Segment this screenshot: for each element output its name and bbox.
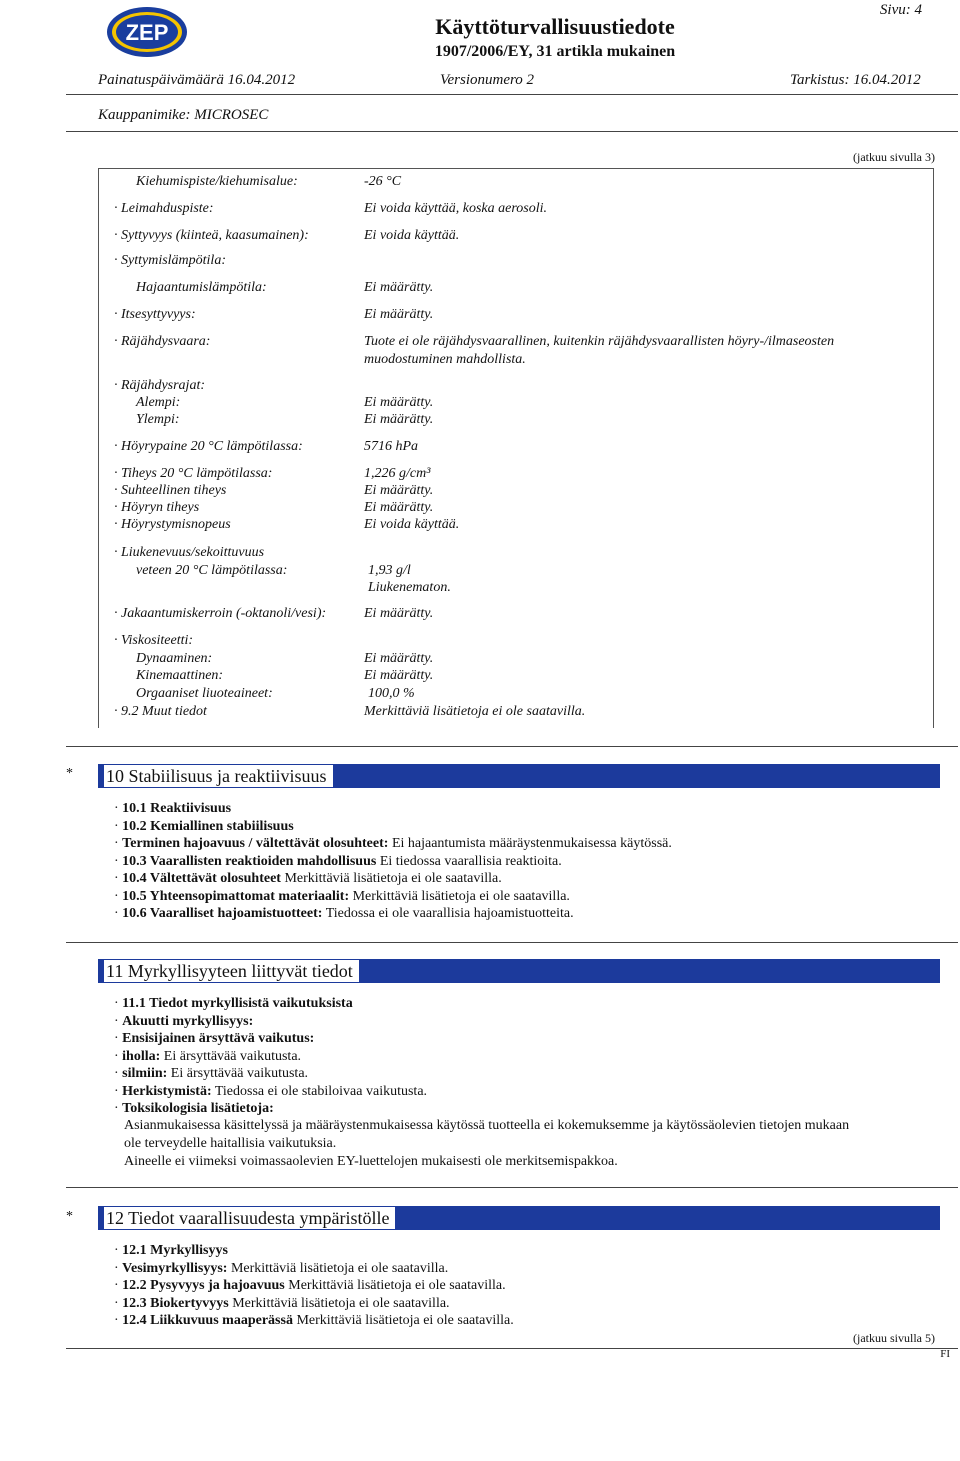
property-label: · Liukenevuus/sekoittuvuus (114, 545, 265, 560)
property-value: Ei voida käyttää, koska aerosoli. (364, 201, 547, 216)
property-value: Ei määrätty. (364, 483, 434, 498)
property-label: · Höyrystymisnopeus (114, 517, 231, 532)
property-value: Ei määrätty. (364, 307, 434, 322)
section-line (114, 801, 231, 817)
line-heading: 10.4 Vältettävät olosuhteet (122, 871, 281, 886)
property-value: Merkittäviä lisätietoja ei ole saatavilla. (364, 704, 586, 719)
toxicology-paragraph-2: Aineelle ei viimeksi voimassaolevien EY-luettelojen mukaisesti ole merkitsemispakkoa. (124, 1154, 618, 1169)
property-label: Orgaaniset liuoteaineet: (136, 686, 273, 701)
toxicology-paragraph-1: Asianmukaisessa käsittelyssä ja määräystenmukaisessa käytössä tuotteella ei kokemuksemme ja käytössäolevien tietojen mukaan (124, 1118, 850, 1133)
property-value: Ei määrätty. (364, 651, 434, 666)
section-line (114, 1031, 314, 1047)
line-heading: 12.1 Myrkyllisyys (122, 1243, 228, 1258)
property-label: · Suhteellinen tiheys (114, 483, 227, 498)
section-line (114, 1261, 448, 1277)
line-text: Merkittäviä lisätietoja ei ole saatavilla. (288, 1278, 506, 1293)
property-value: Ei voida käyttää. (364, 517, 460, 532)
property-label: · 9.2 Muut tiedot (114, 704, 207, 719)
header-divider (66, 94, 958, 95)
section-line (114, 1243, 228, 1259)
section-10-title: 10 Stabiilisuus ja reaktiivisuus (104, 765, 333, 787)
line-heading: Toksikologisia lisätietoja: (122, 1101, 274, 1116)
line-heading: 12.2 Pysyvyys ja hajoavuus (122, 1278, 285, 1293)
line-text: Ei hajaantumista määräystenmukaisessa käytössä. (391, 836, 672, 851)
section-line (114, 1049, 301, 1065)
line-heading: Ensisijainen ärsyttävä vaikutus: (122, 1031, 315, 1046)
property-value: 1,226 g/cm³ (364, 466, 431, 481)
section-line (114, 996, 353, 1012)
property-label: Hajaantumislämpötila: (136, 280, 267, 295)
property-label: veteen 20 °C lämpötilassa: (136, 563, 288, 578)
revision-date: Tarkistus: 16.04.2012 (790, 72, 921, 88)
section-line (114, 906, 574, 922)
property-value: Ei määrätty. (364, 606, 434, 621)
property-value: Ei määrätty. (364, 668, 434, 683)
line-heading: Terminen hajoavuus / vältettävät olosuhteet: (122, 836, 389, 851)
line-heading: 10.1 Reaktiivisuus (122, 801, 232, 816)
line-heading: Vesimyrkyllisyys: (122, 1260, 228, 1276)
property-value: 1,93 g/l (368, 563, 411, 578)
property-label: Alempi: (136, 395, 181, 410)
line-text: Merkittäviä lisätietoja ei ole saatavilla. (352, 888, 570, 904)
properties-panel-right (933, 168, 935, 728)
line-text: Ei tiedossa vaarallisia reaktioita. (379, 853, 562, 869)
property-label: · Leimahduspiste: (114, 201, 214, 216)
section-12-title: 12 Tiedot vaarallisuudesta ympäristölle (104, 1207, 395, 1229)
section-line (114, 1278, 506, 1294)
continued-to: (jatkuu sivulla 5) (853, 1331, 935, 1345)
line-heading: 10.6 Vaaralliset hajoamistuotteet: (122, 906, 323, 921)
document-subtitle: 1907/2006/EY, 31 artikla mukainen (434, 43, 676, 60)
continued-from: (jatkuu sivulla 3) (853, 150, 935, 164)
property-value: muodostuminen mahdollista. (364, 352, 526, 367)
print-date: Painatuspäivämäärä 16.04.2012 (98, 72, 296, 88)
line-heading: silmiin: (122, 1066, 168, 1081)
section-line (114, 819, 294, 835)
section-line (114, 1313, 514, 1329)
property-label: · Itsesyttyvyys: (114, 307, 196, 322)
property-value: 100,0 % (368, 686, 415, 701)
line-heading: Herkistymistä: (122, 1083, 212, 1099)
section-line (114, 1296, 450, 1312)
property-label: · Räjähdysvaara: (114, 334, 211, 349)
toxicology-paragraph-1b: ole terveydelle haitallisia vaikutuksia. (124, 1136, 337, 1151)
property-label: Kinemaattinen: (136, 668, 224, 683)
property-value: Tuote ei ole räjähdysvaarallinen, kuitenkin räjähdysvaarallisten höyry-/ilmaseosten (364, 334, 835, 349)
section-divider-10 (66, 746, 958, 747)
property-value: 5716 hPa (364, 439, 419, 454)
line-heading: 10.5 Yhteensopimattomat materiaalit: (122, 888, 350, 904)
property-label: Kiehumispiste/kiehumisalue: (136, 174, 298, 189)
property-value: Ei määrätty. (364, 500, 434, 515)
properties-panel-top (98, 168, 934, 170)
property-value: Ei määrätty. (364, 280, 434, 295)
line-text: Tiedossa ei ole vaarallisia hajoamistuotteita. (325, 906, 574, 921)
line-text: Merkittäviä lisätietoja ei ole saatavilla. (232, 1295, 450, 1311)
line-heading: 12.3 Biokertyvyys (122, 1295, 229, 1311)
section-line (114, 871, 502, 887)
property-label: · Syttyvyys (kiinteä, kaasumainen): (114, 228, 309, 243)
property-value: Ei voida käyttää. (364, 228, 460, 243)
property-value: Liukenematon. (368, 580, 451, 595)
language-code: FI (940, 1348, 950, 1360)
page-number: Sivu: 4 (879, 2, 922, 18)
document-title: Käyttöturvallisuustiedote (435, 14, 675, 39)
line-heading: 10.3 Vaarallisten reaktioiden mahdollisuus (122, 853, 377, 869)
property-label: · Syttymislämpötila: (114, 253, 226, 268)
line-heading: Akuutti myrkyllisyys: (122, 1013, 254, 1029)
line-text: Merkittäviä lisätietoja ei ole saatavilla. (296, 1313, 514, 1328)
logo-text: ZEP (125, 20, 169, 45)
section-line (114, 836, 672, 852)
change-marker-10: * (66, 766, 73, 781)
property-value: Ei määrätty. (364, 395, 434, 410)
line-text: Merkittäviä lisätietoja ei ole saatavilla. (230, 1260, 449, 1276)
property-label: · Höyryn tiheys (114, 500, 200, 515)
section-11-title-bar (98, 959, 940, 983)
version-number: Versionumero 2 (440, 72, 535, 88)
section-line (114, 1014, 253, 1030)
line-text: Ei ärsyttävää vaikutusta. (170, 1066, 309, 1081)
section-divider-11 (66, 942, 958, 943)
property-label: Ylempi: (136, 412, 180, 427)
property-label: · Viskositeetti: (114, 633, 194, 648)
property-value: Ei määrätty. (364, 412, 434, 427)
line-text: Ei ärsyttävää vaikutusta. (163, 1048, 302, 1064)
section-line (114, 1101, 274, 1117)
property-value: -26 °C (364, 174, 402, 189)
line-heading: 10.2 Kemiallinen stabiilisuus (122, 818, 294, 834)
section-10-title-bar (98, 764, 940, 788)
footer-divider (66, 1348, 958, 1349)
property-label: · Jakaantumiskerroin (-oktanoli/vesi): (114, 606, 327, 621)
trade-name: Kauppanimike: MICROSEC (98, 107, 269, 123)
section-12-title-bar (98, 1206, 940, 1230)
line-heading: 12.4 Liikkuvuus maaperässä (122, 1313, 293, 1328)
line-heading: iholla: (122, 1048, 161, 1064)
property-label: · Tiheys 20 °C lämpötilassa: (114, 466, 273, 481)
trade-name-divider (66, 131, 958, 132)
section-divider-12 (66, 1187, 958, 1188)
section-line (114, 1084, 427, 1100)
change-marker-12: * (66, 1209, 73, 1224)
property-label: · Räjähdysrajat: (114, 378, 205, 393)
line-text: Tiedossa ei ole stabiloivaa vaikutusta. (214, 1083, 428, 1099)
section-11-title: 11 Myrkyllisyyteen liittyvät tiedot (104, 960, 359, 982)
line-text: Merkittäviä lisätietoja ei ole saatavilla. (284, 871, 502, 886)
section-line (114, 854, 562, 870)
section-line (114, 1066, 308, 1082)
property-label: Dynaaminen: (136, 651, 213, 666)
section-line (114, 889, 570, 905)
property-label: · Höyrypaine 20 °C lämpötilassa: (114, 439, 303, 454)
line-heading: 11.1 Tiedot myrkyllisistä vaikutuksista (122, 996, 353, 1011)
